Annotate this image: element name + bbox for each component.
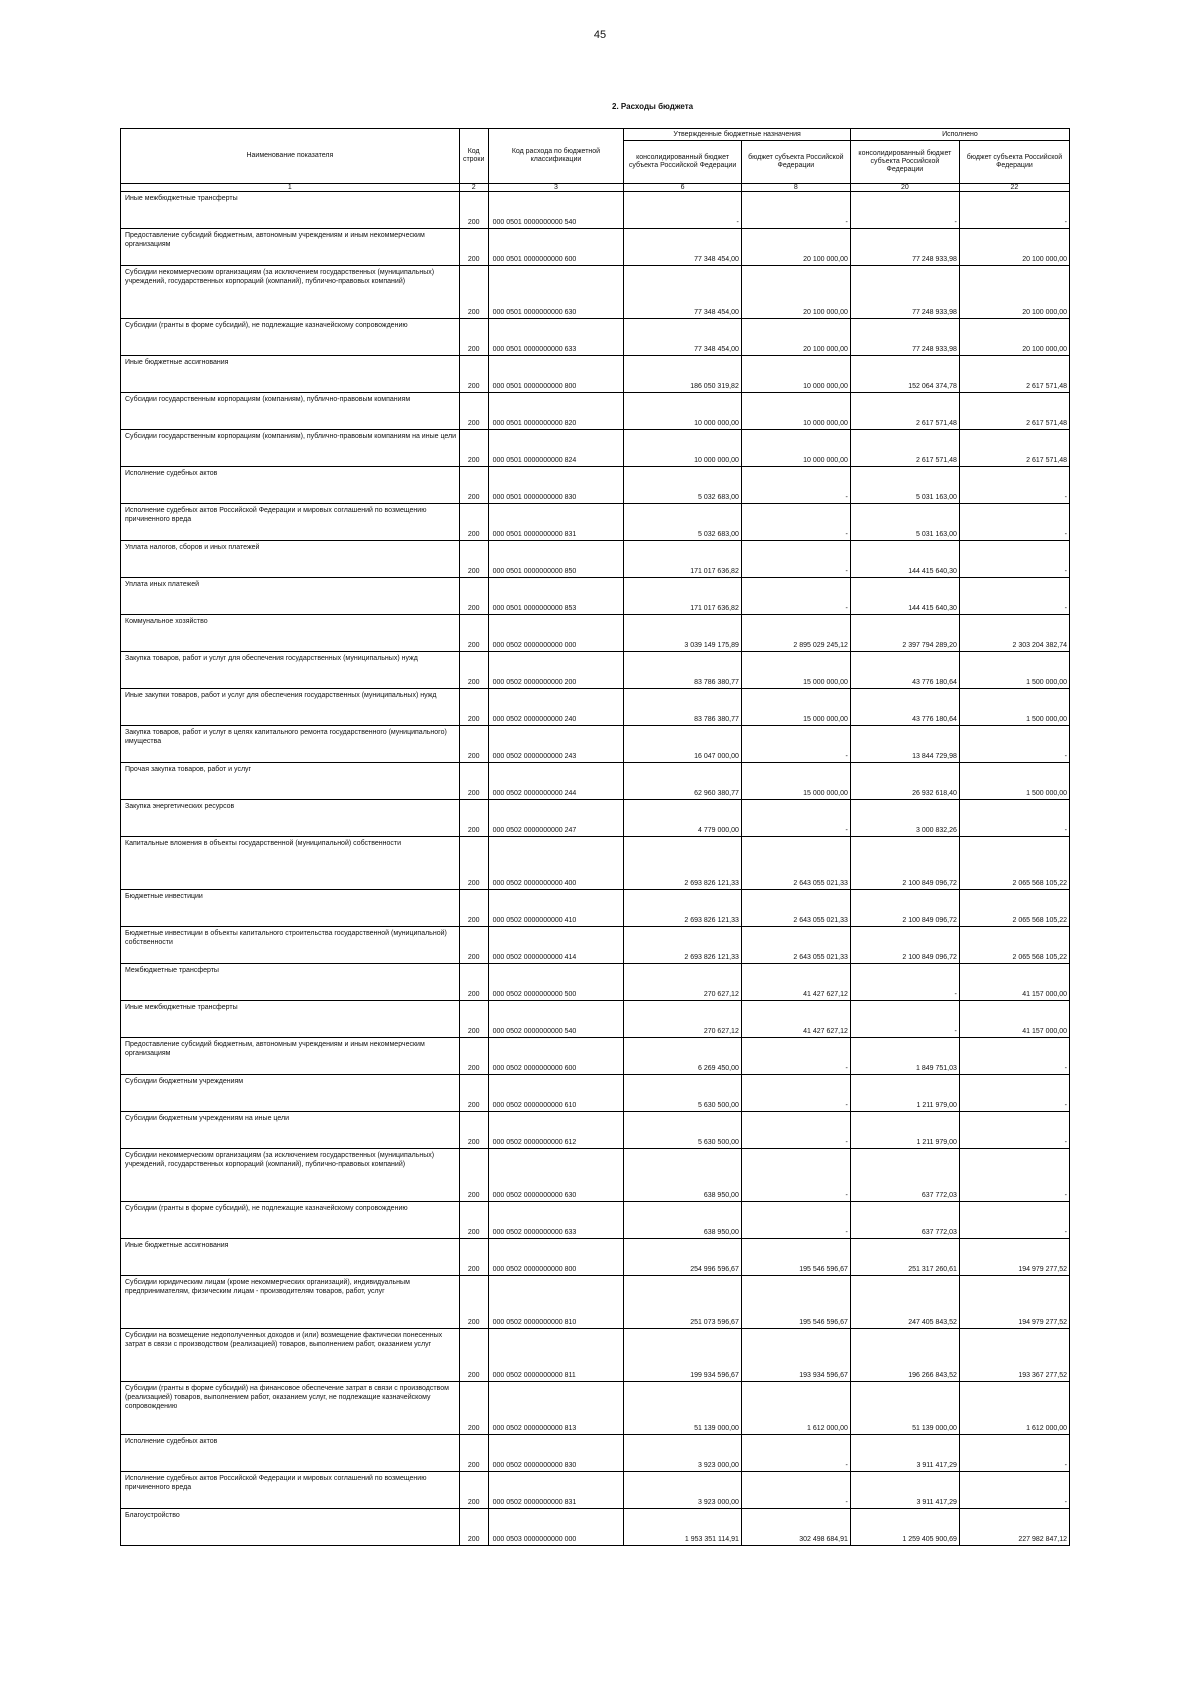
column-number: 22 [959, 184, 1069, 192]
table-row [121, 229, 1070, 266]
table-row [121, 1001, 1070, 1038]
row-name-cell: Субсидии бюджетным учреждениям на иные цели [121, 1112, 460, 1149]
row-code-cell: 200 [459, 890, 488, 927]
executed-subject-cell: 2 303 204 382,74 [959, 615, 1069, 652]
executed-consolidated-cell: 3 911 417,29 [850, 1435, 959, 1472]
row-name-cell: Уплата налогов, сборов и иных платежей [121, 541, 460, 578]
row-name-cell: Предоставление субсидий бюджетным, автономным учреждениям и иным некоммерческим организациям [121, 1038, 460, 1075]
executed-subject-cell: - [959, 1472, 1069, 1509]
row-name-cell: Исполнение судебных актов [121, 1435, 460, 1472]
classification-code-cell: 000 0501 0000000000 830 [488, 467, 624, 504]
approved-consolidated-cell: 2 693 826 121,33 [624, 837, 742, 890]
row-code-cell: 200 [459, 1472, 488, 1509]
row-code-cell: 200 [459, 266, 488, 319]
table-row [121, 837, 1070, 890]
executed-consolidated-cell: 2 617 571,48 [850, 430, 959, 467]
executed-subject-cell: 2 617 571,48 [959, 356, 1069, 393]
row-code-cell: 200 [459, 1075, 488, 1112]
approved-subject-cell: 10 000 000,00 [741, 393, 850, 430]
table-row [121, 1509, 1070, 1546]
approved-subject-cell: 10 000 000,00 [741, 356, 850, 393]
approved-consolidated-cell: 77 348 454,00 [624, 229, 742, 266]
row-code-cell: 200 [459, 615, 488, 652]
executed-consolidated-cell: 2 617 571,48 [850, 393, 959, 430]
row-code-cell: 200 [459, 541, 488, 578]
row-name-cell: Исполнение судебных актов Российской Федерации и мировых соглашений по возмещению причиненного вреда [121, 504, 460, 541]
approved-consolidated-cell: 2 693 826 121,33 [624, 890, 742, 927]
row-code-cell: 200 [459, 1149, 488, 1202]
classification-code-cell: 000 0501 0000000000 850 [488, 541, 624, 578]
approved-subject-cell: - [741, 726, 850, 763]
approved-subject-cell: 20 100 000,00 [741, 319, 850, 356]
approved-subject-cell: 20 100 000,00 [741, 229, 850, 266]
approved-subject-cell: - [741, 192, 850, 229]
table-row [121, 393, 1070, 430]
row-name-cell: Субсидии (гранты в форме субсидий), не подлежащие казначейскому сопровождению [121, 1202, 460, 1239]
row-name-cell: Субсидии государственным корпорациям (компаниям), публично-правовым компаниям на иные цели [121, 430, 460, 467]
row-name-cell: Иные межбюджетные трансферты [121, 1001, 460, 1038]
row-name-cell: Исполнение судебных актов Российской Федерации и мировых соглашений по возмещению причиненного вреда [121, 1472, 460, 1509]
table-row [121, 1075, 1070, 1112]
executed-subject-cell: 1 500 000,00 [959, 689, 1069, 726]
approved-consolidated-cell: 3 039 149 175,89 [624, 615, 742, 652]
approved-subject-cell: 2 643 055 021,33 [741, 890, 850, 927]
executed-consolidated-cell: 152 064 374,78 [850, 356, 959, 393]
approved-consolidated-cell: 171 017 636,82 [624, 578, 742, 615]
classification-code-cell: 000 0501 0000000000 630 [488, 266, 624, 319]
page-number: 45 [593, 29, 607, 41]
approved-subject-cell: - [741, 467, 850, 504]
row-code-cell: 200 [459, 763, 488, 800]
column-number: 1 [121, 184, 460, 192]
executed-consolidated-cell: 1 259 405 900,69 [850, 1509, 959, 1546]
header-name: Наименование показателя [121, 129, 460, 184]
classification-code-cell: 000 0501 0000000000 820 [488, 393, 624, 430]
approved-consolidated-cell: 62 960 380,77 [624, 763, 742, 800]
approved-consolidated-cell: 3 923 000,00 [624, 1435, 742, 1472]
row-code-cell: 200 [459, 1276, 488, 1329]
row-name-cell: Закупка товаров, работ и услуг для обеспечения государственных (муниципальных) нужд [121, 652, 460, 689]
column-number: 3 [488, 184, 624, 192]
table-row [121, 1329, 1070, 1382]
executed-subject-cell: - [959, 800, 1069, 837]
row-code-cell: 200 [459, 229, 488, 266]
classification-code-cell: 000 0502 0000000000 810 [488, 1276, 624, 1329]
table-row [121, 763, 1070, 800]
table-row [121, 192, 1070, 229]
classification-code-cell: 000 0502 0000000000 830 [488, 1435, 624, 1472]
approved-consolidated-cell: 1 953 351 114,91 [624, 1509, 742, 1546]
row-name-cell: Субсидии (гранты в форме субсидий) на финансовое обеспечение затрат в связи с производством (реализацией) товаров, выполнением работ, оказанием услуг, не подлежащие казначейскому сопровождению [121, 1382, 460, 1435]
approved-consolidated-cell: 16 047 000,00 [624, 726, 742, 763]
table-row [121, 652, 1070, 689]
column-number: 2 [459, 184, 488, 192]
executed-subject-cell: 1 500 000,00 [959, 652, 1069, 689]
classification-code-cell: 000 0502 0000000000 000 [488, 615, 624, 652]
row-code-cell: 200 [459, 1239, 488, 1276]
row-code-cell: 200 [459, 1382, 488, 1435]
approved-subject-cell: 2 895 029 245,12 [741, 615, 850, 652]
approved-consolidated-cell: 171 017 636,82 [624, 541, 742, 578]
executed-consolidated-cell: 251 317 260,61 [850, 1239, 959, 1276]
approved-consolidated-cell: 4 779 000,00 [624, 800, 742, 837]
executed-subject-cell: - [959, 192, 1069, 229]
executed-subject-cell: - [959, 578, 1069, 615]
executed-consolidated-cell: 51 139 000,00 [850, 1382, 959, 1435]
approved-consolidated-cell: 2 693 826 121,33 [624, 927, 742, 964]
executed-consolidated-cell: 247 405 843,52 [850, 1276, 959, 1329]
row-name-cell: Уплата иных платежей [121, 578, 460, 615]
executed-subject-cell: - [959, 1435, 1069, 1472]
row-name-cell: Закупка товаров, работ и услуг в целях капитального ремонта государственного (муниципального) имущества [121, 726, 460, 763]
executed-subject-cell: - [959, 541, 1069, 578]
executed-consolidated-cell: 3 000 832,26 [850, 800, 959, 837]
header-executed-subject: бюджет субъекта Российской Федерации [959, 141, 1069, 184]
classification-code-cell: 000 0502 0000000000 831 [488, 1472, 624, 1509]
approved-subject-cell: 2 643 055 021,33 [741, 927, 850, 964]
row-name-cell: Исполнение судебных актов [121, 467, 460, 504]
executed-subject-cell: - [959, 726, 1069, 763]
classification-code-cell: 000 0502 0000000000 410 [488, 890, 624, 927]
approved-subject-cell: 195 546 596,67 [741, 1276, 850, 1329]
row-code-cell: 200 [459, 467, 488, 504]
table-row [121, 927, 1070, 964]
row-code-cell: 200 [459, 393, 488, 430]
classification-code-cell: 000 0501 0000000000 600 [488, 229, 624, 266]
table-row [121, 1276, 1070, 1329]
executed-consolidated-cell: 1 211 979,00 [850, 1112, 959, 1149]
executed-consolidated-cell: 2 100 849 096,72 [850, 890, 959, 927]
executed-subject-cell: 193 367 277,52 [959, 1329, 1069, 1382]
executed-consolidated-cell: 196 266 843,52 [850, 1329, 959, 1382]
approved-subject-cell: - [741, 1149, 850, 1202]
approved-consolidated-cell: 83 786 380,77 [624, 652, 742, 689]
header-row-code: Код строки [459, 129, 488, 184]
header-executed-consolidated: консолидированный бюджет субъекта Российской Федерации [850, 141, 959, 184]
row-code-cell: 200 [459, 927, 488, 964]
executed-subject-cell: 41 157 000,00 [959, 1001, 1069, 1038]
executed-consolidated-cell: 26 932 618,40 [850, 763, 959, 800]
approved-subject-cell: 41 427 627,12 [741, 1001, 850, 1038]
table-row [121, 1239, 1070, 1276]
row-name-cell: Субсидии некоммерческим организациям (за исключением государственных (муниципальных) учреждений, государственных корпораций (компаний), публично-правовых компаний) [121, 266, 460, 319]
approved-consolidated-cell: 77 348 454,00 [624, 319, 742, 356]
executed-consolidated-cell: 2 100 849 096,72 [850, 927, 959, 964]
header-classification-code: Код расхода по бюджетной классификации [488, 129, 624, 184]
row-name-cell: Закупка энергетических ресурсов [121, 800, 460, 837]
column-number: 6 [624, 184, 742, 192]
classification-code-cell: 000 0502 0000000000 414 [488, 927, 624, 964]
executed-consolidated-cell: 43 776 180,64 [850, 689, 959, 726]
executed-consolidated-cell: 5 031 163,00 [850, 467, 959, 504]
executed-consolidated-cell: 77 248 933,98 [850, 319, 959, 356]
approved-subject-cell: - [741, 1075, 850, 1112]
row-code-cell: 200 [459, 192, 488, 229]
classification-code-cell: 000 0501 0000000000 853 [488, 578, 624, 615]
table-row [121, 541, 1070, 578]
approved-consolidated-cell: 6 269 450,00 [624, 1038, 742, 1075]
classification-code-cell: 000 0501 0000000000 824 [488, 430, 624, 467]
executed-subject-cell: 2 617 571,48 [959, 430, 1069, 467]
row-name-cell: Прочая закупка товаров, работ и услуг [121, 763, 460, 800]
approved-subject-cell: - [741, 504, 850, 541]
approved-subject-cell: 15 000 000,00 [741, 652, 850, 689]
executed-subject-cell: 20 100 000,00 [959, 319, 1069, 356]
executed-consolidated-cell: 13 844 729,98 [850, 726, 959, 763]
approved-consolidated-cell: 186 050 319,82 [624, 356, 742, 393]
approved-consolidated-cell: 10 000 000,00 [624, 430, 742, 467]
row-code-cell: 200 [459, 504, 488, 541]
executed-subject-cell: 41 157 000,00 [959, 964, 1069, 1001]
executed-subject-cell: 20 100 000,00 [959, 229, 1069, 266]
row-name-cell: Коммунальное хозяйство [121, 615, 460, 652]
executed-subject-cell: - [959, 1202, 1069, 1239]
row-name-cell: Бюджетные инвестиции в объекты капитального строительства государственной (муниципальной) собственности [121, 927, 460, 964]
approved-subject-cell: 195 546 596,67 [741, 1239, 850, 1276]
row-code-cell: 200 [459, 1112, 488, 1149]
table-row [121, 1382, 1070, 1435]
row-code-cell: 200 [459, 356, 488, 393]
classification-code-cell: 000 0502 0000000000 630 [488, 1149, 624, 1202]
table-row [121, 504, 1070, 541]
classification-code-cell: 000 0502 0000000000 540 [488, 1001, 624, 1038]
classification-code-cell: 000 0502 0000000000 811 [488, 1329, 624, 1382]
approved-subject-cell: - [741, 1112, 850, 1149]
row-name-cell: Иные бюджетные ассигнования [121, 1239, 460, 1276]
executed-consolidated-cell: 43 776 180,64 [850, 652, 959, 689]
approved-consolidated-cell: 51 139 000,00 [624, 1382, 742, 1435]
approved-consolidated-cell: 10 000 000,00 [624, 393, 742, 430]
approved-consolidated-cell: 3 923 000,00 [624, 1472, 742, 1509]
row-code-cell: 200 [459, 689, 488, 726]
executed-consolidated-cell: 1 849 751,03 [850, 1038, 959, 1075]
executed-consolidated-cell: 2 100 849 096,72 [850, 837, 959, 890]
row-name-cell: Иные закупки товаров, работ и услуг для обеспечения государственных (муниципальных) нужд [121, 689, 460, 726]
approved-subject-cell: - [741, 800, 850, 837]
row-name-cell: Субсидии (гранты в форме субсидий), не подлежащие казначейскому сопровождению [121, 319, 460, 356]
row-name-cell: Благоустройство [121, 1509, 460, 1546]
classification-code-cell: 000 0502 0000000000 610 [488, 1075, 624, 1112]
table-row [121, 615, 1070, 652]
row-code-cell: 200 [459, 726, 488, 763]
executed-subject-cell: 1 612 000,00 [959, 1382, 1069, 1435]
row-code-cell: 200 [459, 837, 488, 890]
row-code-cell: 200 [459, 652, 488, 689]
row-code-cell: 200 [459, 430, 488, 467]
approved-consolidated-cell: 254 996 596,67 [624, 1239, 742, 1276]
executed-subject-cell: 227 982 847,12 [959, 1509, 1069, 1546]
table-row [121, 1149, 1070, 1202]
row-name-cell: Иные межбюджетные трансферты [121, 192, 460, 229]
approved-subject-cell: - [741, 541, 850, 578]
approved-consolidated-cell: 5 032 683,00 [624, 504, 742, 541]
row-code-cell: 200 [459, 319, 488, 356]
approved-consolidated-cell: 270 627,12 [624, 1001, 742, 1038]
classification-code-cell: 000 0502 0000000000 243 [488, 726, 624, 763]
approved-consolidated-cell: 77 348 454,00 [624, 266, 742, 319]
row-name-cell: Предоставление субсидий бюджетным, автономным учреждениям и иным некоммерческим организациям [121, 229, 460, 266]
executed-consolidated-cell: 3 911 417,29 [850, 1472, 959, 1509]
row-code-cell: 200 [459, 1001, 488, 1038]
executed-subject-cell: - [959, 1038, 1069, 1075]
approved-consolidated-cell: - [624, 192, 742, 229]
executed-consolidated-cell: 77 248 933,98 [850, 229, 959, 266]
executed-consolidated-cell: - [850, 192, 959, 229]
table-row [121, 319, 1070, 356]
approved-consolidated-cell: 638 950,00 [624, 1149, 742, 1202]
classification-code-cell: 000 0501 0000000000 800 [488, 356, 624, 393]
executed-subject-cell: 194 979 277,52 [959, 1276, 1069, 1329]
approved-consolidated-cell: 5 630 500,00 [624, 1075, 742, 1112]
approved-subject-cell: 2 643 055 021,33 [741, 837, 850, 890]
row-code-cell: 200 [459, 1509, 488, 1546]
header-approved-consolidated: консолидированный бюджет субъекта Российской Федерации [624, 141, 742, 184]
classification-code-cell: 000 0502 0000000000 500 [488, 964, 624, 1001]
approved-consolidated-cell: 83 786 380,77 [624, 689, 742, 726]
approved-subject-cell: - [741, 1202, 850, 1239]
executed-subject-cell: - [959, 1075, 1069, 1112]
executed-subject-cell: 2 065 568 105,22 [959, 890, 1069, 927]
table-row [121, 430, 1070, 467]
classification-code-cell: 000 0502 0000000000 240 [488, 689, 624, 726]
row-name-cell: Субсидии государственным корпорациям (компаниям), публично-правовым компаниям [121, 393, 460, 430]
row-name-cell: Межбюджетные трансферты [121, 964, 460, 1001]
classification-code-cell: 000 0502 0000000000 800 [488, 1239, 624, 1276]
table-row [121, 1112, 1070, 1149]
column-number: 20 [850, 184, 959, 192]
header-approved-subject: бюджет субъекта Российской Федерации [741, 141, 850, 184]
executed-subject-cell: 1 500 000,00 [959, 763, 1069, 800]
classification-code-cell: 000 0501 0000000000 831 [488, 504, 624, 541]
table-row [121, 800, 1070, 837]
table-row [121, 726, 1070, 763]
row-name-cell: Субсидии бюджетным учреждениям [121, 1075, 460, 1112]
approved-subject-cell: 193 934 596,67 [741, 1329, 850, 1382]
table-row [121, 467, 1070, 504]
executed-subject-cell: - [959, 504, 1069, 541]
approved-subject-cell: 15 000 000,00 [741, 763, 850, 800]
row-name-cell: Капитальные вложения в объекты государственной (муниципальной) собственности [121, 837, 460, 890]
executed-consolidated-cell: 2 397 794 289,20 [850, 615, 959, 652]
approved-subject-cell: 41 427 627,12 [741, 964, 850, 1001]
table-row [121, 890, 1070, 927]
approved-subject-cell: 10 000 000,00 [741, 430, 850, 467]
row-name-cell: Бюджетные инвестиции [121, 890, 460, 927]
approved-subject-cell: 1 612 000,00 [741, 1382, 850, 1435]
approved-consolidated-cell: 5 032 683,00 [624, 467, 742, 504]
column-numbers-row [121, 184, 1070, 192]
executed-subject-cell: 2 065 568 105,22 [959, 837, 1069, 890]
executed-consolidated-cell: 77 248 933,98 [850, 266, 959, 319]
row-code-cell: 200 [459, 964, 488, 1001]
table-row [121, 578, 1070, 615]
classification-code-cell: 000 0502 0000000000 612 [488, 1112, 624, 1149]
table-row [121, 964, 1070, 1001]
row-code-cell: 200 [459, 578, 488, 615]
classification-code-cell: 000 0502 0000000000 200 [488, 652, 624, 689]
executed-subject-cell: 194 979 277,52 [959, 1239, 1069, 1276]
approved-consolidated-cell: 5 630 500,00 [624, 1112, 742, 1149]
section-title: 2. Расходы бюджета [612, 102, 694, 111]
executed-consolidated-cell: 5 031 163,00 [850, 504, 959, 541]
approved-subject-cell: - [741, 1038, 850, 1075]
classification-code-cell: 000 0502 0000000000 247 [488, 800, 624, 837]
executed-consolidated-cell: 637 772,03 [850, 1202, 959, 1239]
row-code-cell: 200 [459, 1038, 488, 1075]
classification-code-cell: 000 0502 0000000000 600 [488, 1038, 624, 1075]
executed-subject-cell: - [959, 1149, 1069, 1202]
approved-consolidated-cell: 251 073 596,67 [624, 1276, 742, 1329]
executed-subject-cell: 2 065 568 105,22 [959, 927, 1069, 964]
table-row [121, 1038, 1070, 1075]
table-row [121, 266, 1070, 319]
executed-consolidated-cell: - [850, 1001, 959, 1038]
approved-consolidated-cell: 199 934 596,67 [624, 1329, 742, 1382]
row-code-cell: 200 [459, 1202, 488, 1239]
executed-consolidated-cell: 637 772,03 [850, 1149, 959, 1202]
table-row [121, 356, 1070, 393]
row-name-cell: Иные бюджетные ассигнования [121, 356, 460, 393]
approved-subject-cell: 15 000 000,00 [741, 689, 850, 726]
executed-subject-cell: - [959, 467, 1069, 504]
column-number: 8 [741, 184, 850, 192]
classification-code-cell: 000 0501 0000000000 633 [488, 319, 624, 356]
executed-subject-cell: - [959, 1112, 1069, 1149]
classification-code-cell: 000 0502 0000000000 244 [488, 763, 624, 800]
executed-subject-cell: 20 100 000,00 [959, 266, 1069, 319]
classification-code-cell: 000 0502 0000000000 813 [488, 1382, 624, 1435]
approved-subject-cell: - [741, 1435, 850, 1472]
classification-code-cell: 000 0502 0000000000 633 [488, 1202, 624, 1239]
executed-consolidated-cell: - [850, 964, 959, 1001]
row-name-cell: Субсидии юридическим лицам (кроме некоммерческих организаций), индивидуальным предпринимателям, физическим лицам - производителям товаров, работ, услуг [121, 1276, 460, 1329]
executed-consolidated-cell: 144 415 640,30 [850, 578, 959, 615]
approved-subject-cell: - [741, 1472, 850, 1509]
executed-consolidated-cell: 1 211 979,00 [850, 1075, 959, 1112]
approved-subject-cell: 20 100 000,00 [741, 266, 850, 319]
table-row [121, 689, 1070, 726]
approved-subject-cell: - [741, 578, 850, 615]
header-executed: Исполнено [850, 129, 1069, 141]
executed-consolidated-cell: 144 415 640,30 [850, 541, 959, 578]
approved-subject-cell: 302 498 684,91 [741, 1509, 850, 1546]
table-row [121, 1202, 1070, 1239]
classification-code-cell: 000 0503 0000000000 000 [488, 1509, 624, 1546]
executed-subject-cell: 2 617 571,48 [959, 393, 1069, 430]
approved-consolidated-cell: 270 627,12 [624, 964, 742, 1001]
header-approved: Утвержденные бюджетные назначения [624, 129, 851, 141]
row-name-cell: Субсидии некоммерческим организациям (за исключением государственных (муниципальных) учреждений, государственных корпораций (компаний), публично-правовых компаний) [121, 1149, 460, 1202]
classification-code-cell: 000 0502 0000000000 400 [488, 837, 624, 890]
classification-code-cell: 000 0501 0000000000 540 [488, 192, 624, 229]
row-code-cell: 200 [459, 800, 488, 837]
approved-consolidated-cell: 638 950,00 [624, 1202, 742, 1239]
table-row [121, 1472, 1070, 1509]
row-name-cell: Субсидии на возмещение недополученных доходов и (или) возмещение фактически понесенных затрат в связи с производством (реализацией) товаров, выполнением работ, оказанием услуг [121, 1329, 460, 1382]
table-row [121, 1435, 1070, 1472]
row-code-cell: 200 [459, 1329, 488, 1382]
expenses-table [120, 128, 1070, 1546]
row-code-cell: 200 [459, 1435, 488, 1472]
